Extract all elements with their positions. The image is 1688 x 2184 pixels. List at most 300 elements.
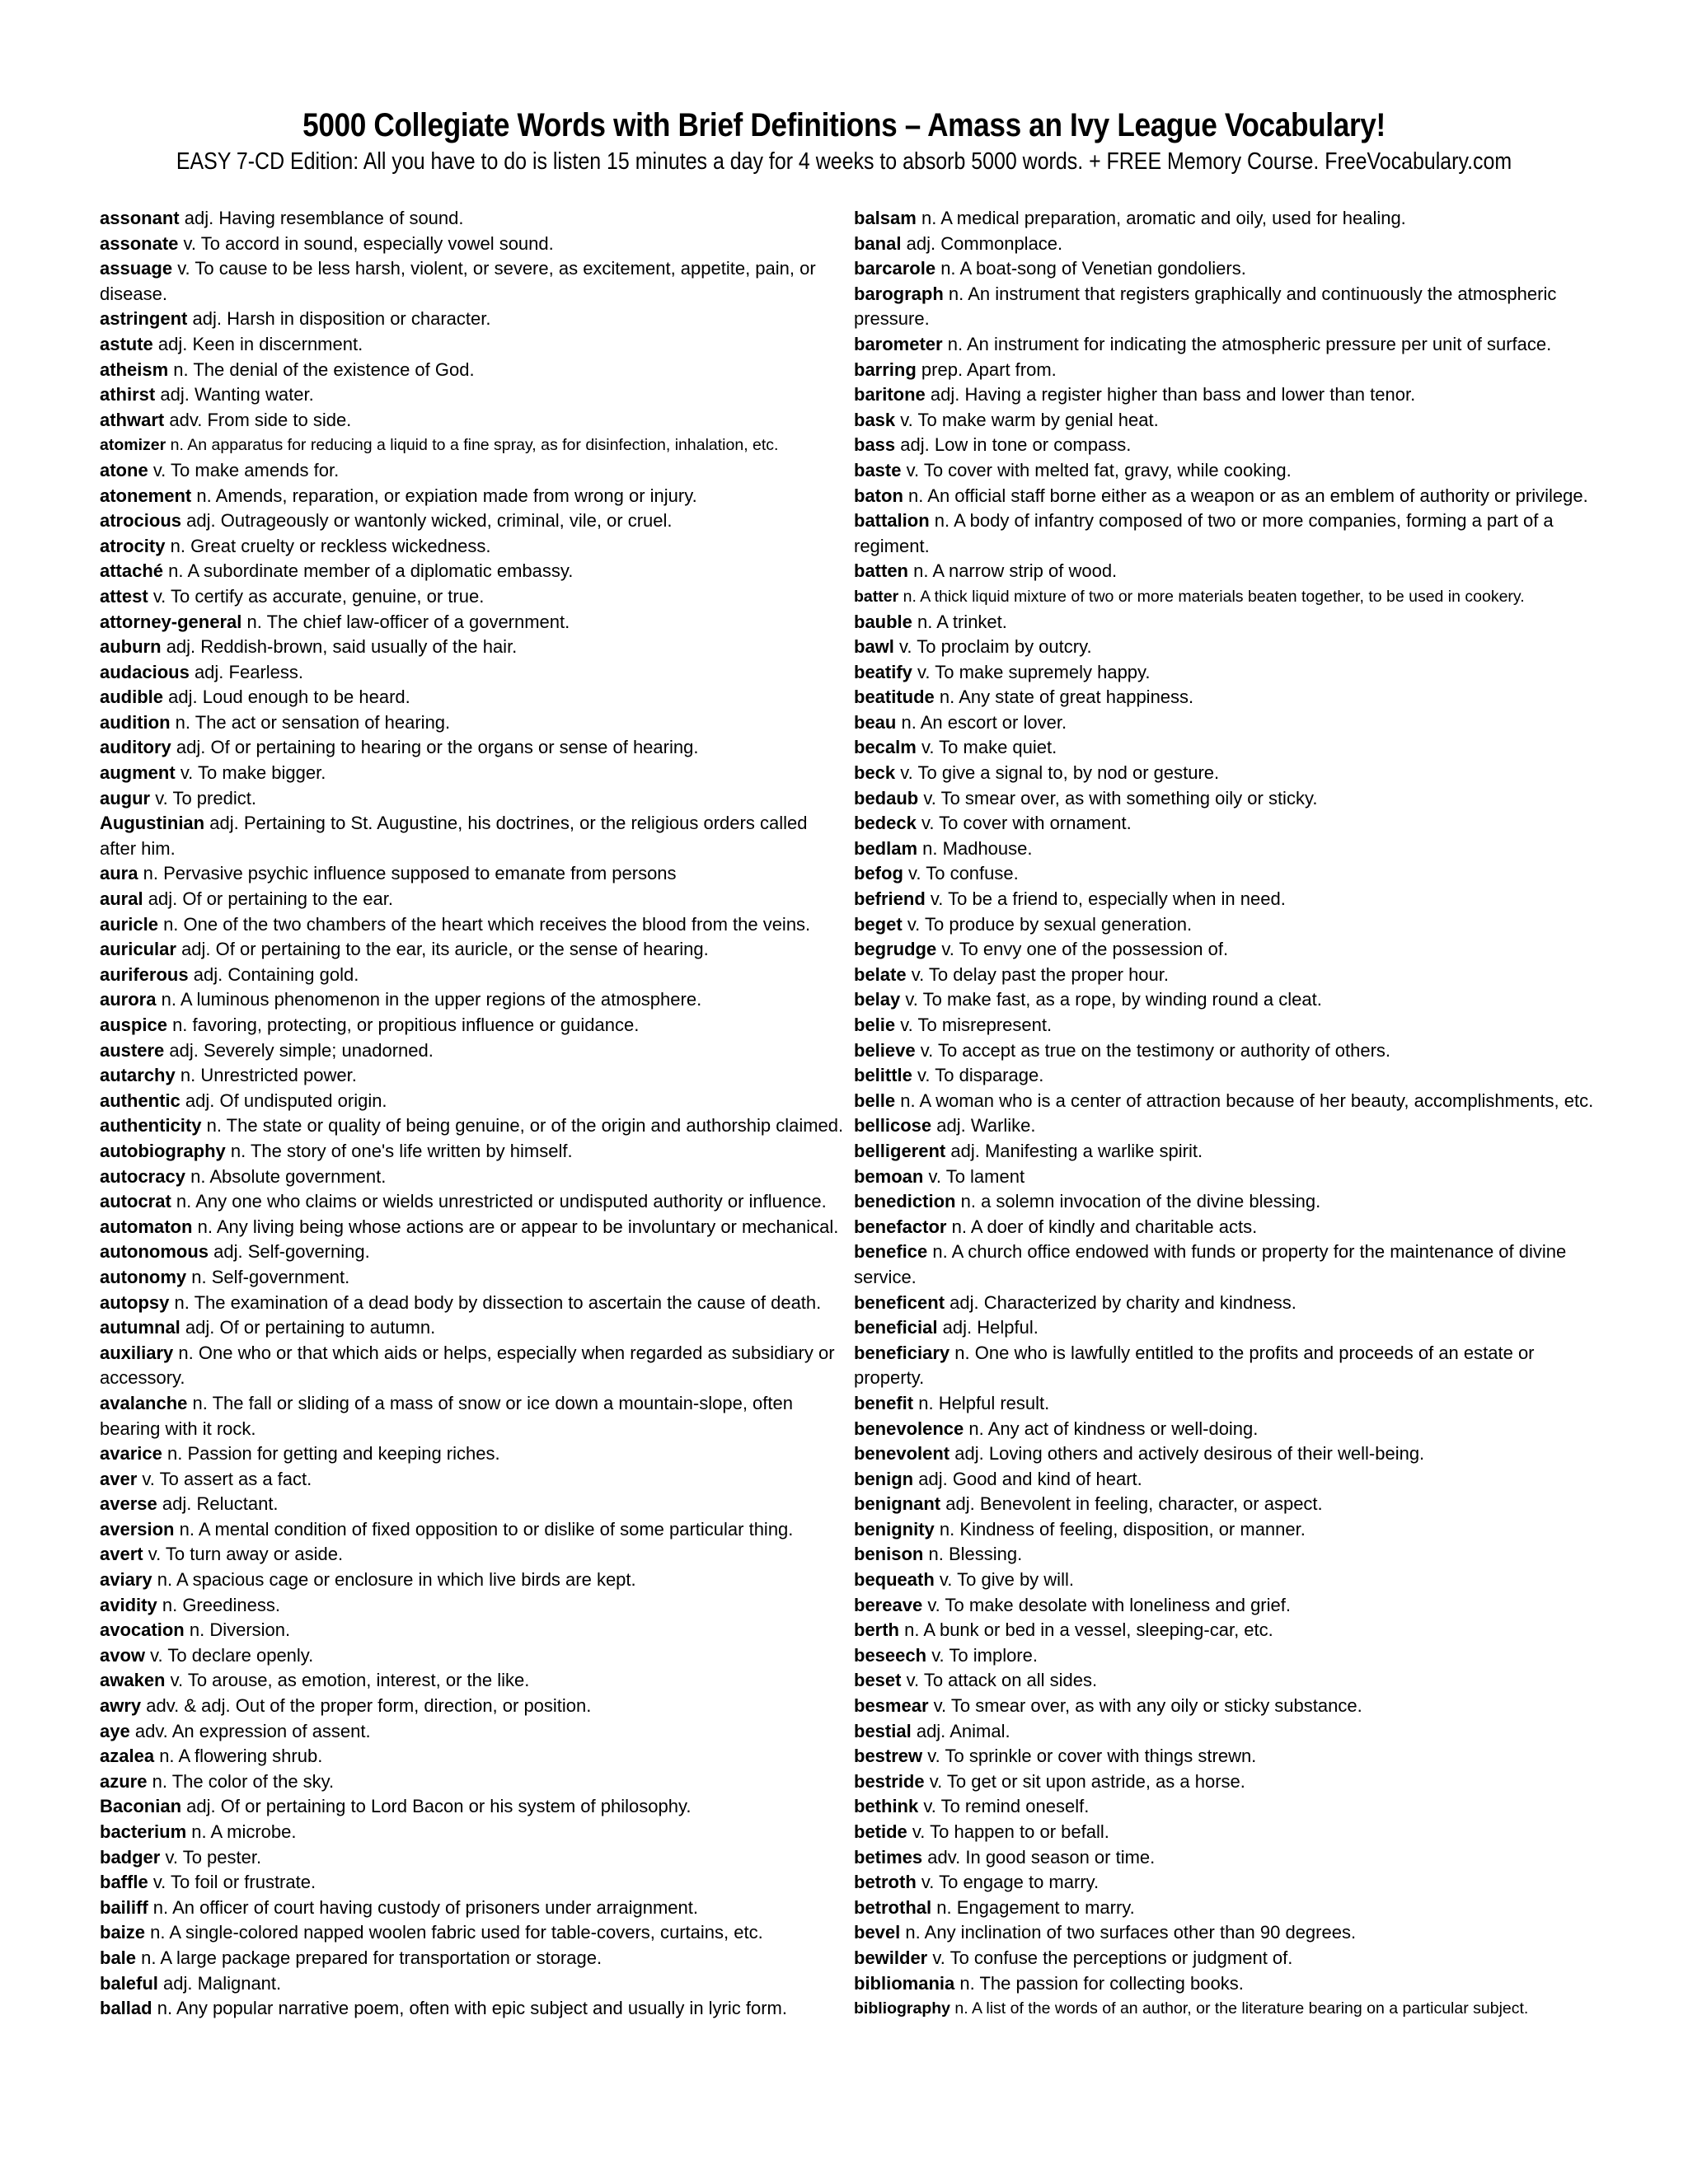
entry xyxy=(100,1769,846,1795)
entry-definition: Great cruelty or reckless wickedness. xyxy=(190,535,491,556)
entry-part-of-speech: n. xyxy=(917,611,933,632)
entry-part-of-speech: n. xyxy=(948,283,964,304)
entry xyxy=(854,786,1600,812)
entry-part-of-speech: adj. xyxy=(176,737,206,758)
entry-term: beneficiary xyxy=(854,1342,950,1363)
entry-term: batter xyxy=(854,587,899,606)
entry-definition: To make warm by genial heat. xyxy=(917,409,1159,430)
entry-part-of-speech: adj. xyxy=(184,208,214,228)
entry xyxy=(100,232,846,257)
entry-part-of-speech: v. xyxy=(900,409,913,430)
entry xyxy=(100,584,846,610)
entry-definition: To proclaim by outcry. xyxy=(917,636,1092,658)
entry-term: atheism xyxy=(100,359,169,380)
entry-part-of-speech: n. xyxy=(170,436,184,455)
entry-part-of-speech: n. xyxy=(939,687,955,708)
entry xyxy=(854,382,1600,408)
entry xyxy=(854,1920,1600,1946)
entry-term: athwart xyxy=(100,409,165,430)
entry xyxy=(854,1542,1600,1568)
entry-definition: Having a register higher than bass and lower than tenor. xyxy=(964,384,1416,405)
entry-definition: Having resemblance of sound. xyxy=(218,208,464,228)
entry xyxy=(854,1089,1600,1114)
entry-definition: To give by will. xyxy=(957,1569,1074,1591)
entry-term: begrudge xyxy=(854,939,937,960)
entry-part-of-speech: v. xyxy=(932,1947,945,1968)
entry-definition: In good season or time. xyxy=(965,1846,1156,1868)
entry xyxy=(100,1668,846,1694)
entry-part-of-speech: adj. xyxy=(900,434,930,456)
entry xyxy=(100,559,846,584)
entry-definition: To predict. xyxy=(172,787,256,808)
entry xyxy=(100,1341,846,1391)
entry xyxy=(100,1996,846,2022)
entry-part-of-speech: adj. xyxy=(162,1493,192,1515)
entry-definition: Fearless. xyxy=(228,661,304,682)
entry-definition: A boat-song of Venetian gondoliers. xyxy=(959,258,1246,279)
entry-part-of-speech: n. xyxy=(900,1090,916,1111)
entry-term: befog xyxy=(854,863,903,884)
entry-term: believe xyxy=(854,1039,916,1061)
entry-part-of-speech: adj. xyxy=(185,1317,215,1338)
entry-definition: To make fast, as a rope, by winding round a cleat. xyxy=(922,989,1322,1010)
entry-definition: Wanting water. xyxy=(194,384,314,405)
entry xyxy=(100,358,846,383)
entry-term: belle xyxy=(854,1090,896,1111)
entry-part-of-speech: adj. xyxy=(186,510,216,532)
entry-definition: A mental condition of fixed opposition to or dislike of some particular thing. xyxy=(198,1518,794,1540)
entry-term: avalanche xyxy=(100,1392,188,1413)
entry-definition: Low in tone or compass. xyxy=(934,434,1132,456)
entry-term: autobiography xyxy=(100,1140,226,1161)
entry-definition: To lament xyxy=(945,1165,1025,1187)
entry-part-of-speech: v. xyxy=(928,1165,941,1187)
entry xyxy=(854,861,1600,887)
entry xyxy=(854,887,1600,912)
entry-part-of-speech: v. xyxy=(152,585,166,607)
entry-part-of-speech: n. xyxy=(143,863,158,884)
entry-part-of-speech: adj. xyxy=(157,333,188,354)
entry-part-of-speech: v. xyxy=(941,939,954,960)
entry-part-of-speech: v. xyxy=(921,737,935,758)
entry-definition: A church office endowed with funds or property for the maintenance of divine service. xyxy=(854,1241,1567,1287)
entry-term: betimes xyxy=(854,1846,923,1868)
entry-term: bacterium xyxy=(100,1821,187,1842)
entry-definition: To make desolate with loneliness and grief. xyxy=(945,1594,1291,1615)
entry-part-of-speech: v. xyxy=(908,863,921,884)
entry-term: belate xyxy=(854,963,907,985)
entry-definition: To envy one of the possession of. xyxy=(959,939,1229,960)
entry-definition: To certify as accurate, genuine, or true. xyxy=(171,585,485,607)
entry xyxy=(854,458,1600,484)
entry-definition: A single-colored napped woolen fabric used for table-covers, curtains, etc. xyxy=(169,1922,763,1943)
entry-term: auditory xyxy=(100,737,171,758)
entry-definition: To foil or frustrate. xyxy=(171,1872,316,1893)
entry xyxy=(854,1668,1600,1694)
entry-term: automaton xyxy=(100,1216,193,1237)
entry-definition: favoring, protecting, or propitious influence or guidance. xyxy=(192,1015,640,1035)
entry-definition: Manifesting a warlike spirit. xyxy=(984,1140,1203,1161)
entry xyxy=(854,735,1600,761)
entry-term: beneficent xyxy=(854,1291,945,1313)
entry-definition: A thick liquid mixture of two or more materials beaten together, to be used in cookery. xyxy=(920,587,1525,606)
entry xyxy=(100,408,846,434)
entry-term: bethink xyxy=(854,1796,919,1817)
entry xyxy=(854,1794,1600,1820)
entry-part-of-speech: adj. xyxy=(148,888,178,910)
entry xyxy=(100,1643,846,1669)
entry-term: aurora xyxy=(100,989,157,1010)
entry-term: batten xyxy=(854,560,908,582)
entry-term: awry xyxy=(100,1695,142,1717)
entry-definition: One who is lawfully entitled to the profits and proceeds of an estate or property. xyxy=(854,1342,1535,1389)
entry-term: betroth xyxy=(854,1872,917,1893)
entry xyxy=(854,559,1600,584)
entry-part-of-speech: n. xyxy=(936,1896,952,1918)
entry-term: auburn xyxy=(100,636,162,658)
entry-definition: Absolute government. xyxy=(209,1165,387,1187)
entry-term: attest xyxy=(100,585,148,607)
entry xyxy=(854,610,1600,635)
entry-term: atrocity xyxy=(100,535,166,556)
entry xyxy=(100,1139,846,1165)
entry-definition: The color of the sky. xyxy=(171,1770,335,1792)
entry-part-of-speech: n. xyxy=(179,1518,195,1540)
entry xyxy=(854,1971,1600,1997)
entry xyxy=(854,811,1600,837)
entry xyxy=(100,1568,846,1593)
entry-part-of-speech: n. xyxy=(159,1746,175,1767)
entry-part-of-speech: adj. xyxy=(930,384,960,405)
entry-term: avidity xyxy=(100,1594,157,1615)
entry xyxy=(100,1189,846,1215)
entry-definition: An instrument for indicating the atmospheric pressure per unit of surface. xyxy=(966,333,1552,354)
entry-term: betrothal xyxy=(854,1896,932,1918)
entry-part-of-speech: n. xyxy=(968,1418,984,1439)
entry-definition: A body of infantry composed of two or more companies, forming a part of a regiment. xyxy=(854,510,1554,556)
entry-part-of-speech: n. xyxy=(150,1922,166,1943)
entry-part-of-speech: n. xyxy=(934,510,950,532)
entry xyxy=(100,1315,846,1341)
entry-definition: To produce by sexual generation. xyxy=(925,913,1193,935)
entry xyxy=(854,1013,1600,1038)
entry-term: barring xyxy=(854,359,917,380)
entry-definition: Kindness of feeling, disposition, or manner. xyxy=(959,1518,1306,1540)
entry-part-of-speech: n. xyxy=(908,485,924,506)
entry-definition: a solemn invocation of the divine blessing. xyxy=(981,1191,1321,1212)
entry xyxy=(100,1013,846,1038)
entry-definition: Unrestricted power. xyxy=(200,1065,357,1086)
entry-term: battalion xyxy=(854,510,930,532)
entry-definition: To declare openly. xyxy=(167,1644,314,1666)
entry-part-of-speech: n. xyxy=(954,1342,970,1363)
entry xyxy=(100,1089,846,1114)
entry xyxy=(854,1139,1600,1165)
entry-part-of-speech: adj. xyxy=(945,1493,975,1515)
entry-term: barograph xyxy=(854,283,944,304)
entry-definition: Of or pertaining to Lord Bacon or his system of philosophy. xyxy=(220,1796,692,1817)
entry-part-of-speech: n. xyxy=(162,1594,178,1615)
entry-part-of-speech: n. xyxy=(191,1821,207,1842)
entry xyxy=(100,1467,846,1493)
entry-definition: Harsh in disposition or character. xyxy=(227,308,491,330)
entry-term: auxiliary xyxy=(100,1342,174,1363)
entry xyxy=(854,1870,1600,1896)
entry-term: bask xyxy=(854,409,896,430)
entry-term: bauble xyxy=(854,611,912,632)
entry-definition: Pertaining to St. Augustine, his doctrines, or the religious orders called after him. xyxy=(100,813,808,859)
entry xyxy=(100,1719,846,1745)
entry-part-of-speech: n. xyxy=(928,1544,944,1565)
entry-definition: A trinket. xyxy=(936,611,1007,632)
entry-term: autarchy xyxy=(100,1065,176,1086)
entry-definition: Any popular narrative poem, often with epic subject and usually in lyric form. xyxy=(176,1998,787,2019)
entry-part-of-speech: n. xyxy=(230,1140,246,1161)
entry-term: beatitude xyxy=(854,687,935,708)
entry-part-of-speech: n. xyxy=(180,1065,196,1086)
entry xyxy=(100,1946,846,1971)
entry-term: barometer xyxy=(854,333,943,354)
entry-part-of-speech: v. xyxy=(907,913,921,935)
entry-definition: From side to side. xyxy=(207,409,352,430)
entry-part-of-speech: n. xyxy=(141,1947,157,1968)
entry-part-of-speech: n. xyxy=(932,1241,948,1263)
entry xyxy=(100,1517,846,1543)
entry-term: belie xyxy=(854,1015,896,1035)
entry-term: assonant xyxy=(100,208,180,228)
entry-definition: Reluctant. xyxy=(196,1493,279,1515)
entry xyxy=(100,1845,846,1871)
entry-term: benevolence xyxy=(854,1418,964,1439)
entry-part-of-speech: n. xyxy=(190,1165,206,1187)
entry-part-of-speech: adj. xyxy=(916,1720,946,1741)
entry xyxy=(100,1920,846,1946)
entry-term: bedlam xyxy=(854,837,918,859)
entry-part-of-speech: adj. xyxy=(918,1468,948,1489)
entry-definition: Of or pertaining to hearing or the organs or sense of hearing. xyxy=(210,737,699,758)
entry-definition: One who or that which aids or helps, especially when regarded as subsidiary or accessory. xyxy=(100,1342,835,1389)
entry-definition: A doer of kindly and charitable acts. xyxy=(970,1216,1258,1237)
entry-part-of-speech: v. xyxy=(911,963,925,985)
entry xyxy=(854,1517,1600,1543)
entry xyxy=(854,685,1600,710)
entry xyxy=(100,710,846,736)
entry-part-of-speech: n. xyxy=(152,1896,169,1918)
entry-part-of-speech: adj. xyxy=(942,1317,973,1338)
entry-part-of-speech: adj. xyxy=(169,1039,199,1061)
entry-definition: To give a signal to, by nod or gesture. xyxy=(917,762,1220,784)
entry-definition: An expression of assent. xyxy=(171,1720,371,1741)
entry-part-of-speech: n. xyxy=(192,1392,208,1413)
entry-part-of-speech: v. xyxy=(899,636,912,658)
entry xyxy=(854,1946,1600,1971)
entry-term: azure xyxy=(100,1770,148,1792)
entry xyxy=(100,912,846,938)
entry-part-of-speech: v. xyxy=(152,1872,166,1893)
entry-definition: To confuse. xyxy=(926,863,1019,884)
entry-term: benediction xyxy=(854,1191,956,1212)
entry xyxy=(854,332,1600,358)
entry-term: benignant xyxy=(854,1493,941,1515)
entry-term: authentic xyxy=(100,1090,181,1111)
entry-term: bestrew xyxy=(854,1746,923,1767)
entry-definition: Helpful result. xyxy=(938,1392,1050,1413)
entry-definition: One of the two chambers of the heart which receives the blood from the veins. xyxy=(183,913,811,935)
entry-term: ballad xyxy=(100,1998,152,2019)
entry-term: bawl xyxy=(854,636,894,658)
entry xyxy=(100,332,846,358)
entry-definition: To make amends for. xyxy=(171,459,340,480)
entry-definition: To attack on all sides. xyxy=(923,1670,1098,1691)
entry-term: bedeck xyxy=(854,813,917,834)
entry xyxy=(854,1240,1600,1290)
entry-term: benefice xyxy=(854,1241,928,1263)
entry xyxy=(854,232,1600,257)
entry xyxy=(854,584,1600,610)
entry-definition: Commonplace. xyxy=(940,232,1063,254)
entry-part-of-speech: n. xyxy=(173,359,189,380)
entry-definition: Animal. xyxy=(950,1720,1010,1741)
entry-definition: Of or pertaining to the ear. xyxy=(182,888,393,910)
entry-part-of-speech: n. xyxy=(168,560,184,582)
entry xyxy=(100,1291,846,1316)
entry-term: baleful xyxy=(100,1972,158,1994)
entry-definition: To make supremely happy. xyxy=(935,661,1151,682)
entry-part-of-speech: adj. xyxy=(950,1140,980,1161)
entry-part-of-speech: v. xyxy=(939,1569,953,1591)
entry xyxy=(100,1593,846,1619)
entry-term: aversion xyxy=(100,1518,175,1540)
entry xyxy=(100,811,846,861)
entry-part-of-speech: v. xyxy=(900,1015,913,1035)
entry-part-of-speech: v. xyxy=(150,1644,163,1666)
entry-part-of-speech: v. xyxy=(931,1644,945,1666)
entry xyxy=(100,307,846,332)
entry xyxy=(854,963,1600,988)
entry xyxy=(854,1391,1600,1417)
entry-term: banal xyxy=(854,232,902,254)
entry xyxy=(100,534,846,560)
entry-term: bellicose xyxy=(854,1115,932,1137)
entry-term: bevel xyxy=(854,1922,901,1943)
entry-part-of-speech: v. xyxy=(906,1670,920,1691)
entry-term: balsam xyxy=(854,208,917,228)
page-subtitle: EASY 7-CD Edition: All you have to do is listen 15 minutes a day for 4 weeks to absorb 5000 words. + FREE Memory Course. FreeVocabulary.com xyxy=(176,148,1512,175)
entry-term: becalm xyxy=(854,737,917,758)
entry-definition: A flowering shrub. xyxy=(178,1746,323,1767)
entry-part-of-speech: v. xyxy=(921,813,935,834)
entry-term: belay xyxy=(854,989,901,1010)
entry-part-of-speech: n. xyxy=(175,711,191,733)
entry-definition: To cover with ornament. xyxy=(939,813,1132,834)
entry-definition: An apparatus for reducing a liquid to a fine spray, as for disinfection, inhalation, etc. xyxy=(187,436,779,455)
entry-definition: Apart from. xyxy=(966,359,1057,380)
entry-definition: To misrepresent. xyxy=(917,1015,1053,1035)
entry-part-of-speech: adj. xyxy=(163,1972,193,1994)
right-column xyxy=(854,206,1600,2022)
entry-part-of-speech: n. xyxy=(152,1770,167,1792)
entry-part-of-speech: n. xyxy=(206,1115,222,1137)
entry-term: bewilder xyxy=(854,1947,928,1968)
entry-term: besmear xyxy=(854,1695,929,1717)
entry xyxy=(854,1189,1600,1215)
entry xyxy=(100,206,846,232)
entry-part-of-speech: v. xyxy=(929,1770,943,1792)
entry-definition: Helpful. xyxy=(977,1317,1039,1338)
entry xyxy=(100,433,846,458)
entry-part-of-speech: v. xyxy=(927,1746,940,1767)
entry-part-of-speech: n. xyxy=(170,535,185,556)
entry xyxy=(100,937,846,963)
entry-definition: Amends, reparation, or expiation made from wrong or injury. xyxy=(215,485,697,506)
entry-term: aver xyxy=(100,1468,138,1489)
entry xyxy=(100,509,846,534)
entry xyxy=(100,887,846,912)
entry-definition: Self-government. xyxy=(211,1266,350,1287)
entry-part-of-speech: n. xyxy=(904,1619,920,1641)
entry-part-of-speech: v. xyxy=(155,787,168,808)
entry-definition: To confuse the perceptions or judgment of. xyxy=(950,1947,1293,1968)
entry-term: assonate xyxy=(100,232,179,254)
entry-term: beset xyxy=(854,1670,902,1691)
entry-term: baste xyxy=(854,459,902,480)
entry xyxy=(100,735,846,761)
entry-definition: To turn away or aside. xyxy=(165,1544,344,1565)
entry-part-of-speech: adj. xyxy=(193,963,223,985)
entry-definition: To smear over, as with any oily or sticky substance. xyxy=(950,1695,1362,1717)
entry-part-of-speech: v. xyxy=(917,661,931,682)
entry-definition: To arouse, as emotion, interest, or the like. xyxy=(187,1670,530,1691)
entry-term: baton xyxy=(854,485,903,506)
entry xyxy=(100,1870,846,1896)
entry xyxy=(100,1265,846,1291)
entry-definition: An official staff borne either as a weapon or as an emblem of authority or privilege. xyxy=(927,485,1588,506)
entry xyxy=(854,509,1600,559)
entry-term: aviary xyxy=(100,1569,152,1591)
entry-definition: Passion for getting and keeping riches. xyxy=(187,1443,500,1465)
entry-term: authenticity xyxy=(100,1115,202,1137)
entry xyxy=(854,1845,1600,1871)
entry-term: beget xyxy=(854,913,903,935)
entry-term: atomizer xyxy=(100,436,166,455)
entry xyxy=(854,1719,1600,1745)
entry xyxy=(854,635,1600,660)
entry-part-of-speech: n. xyxy=(163,913,179,935)
entry-definition: Any state of great happiness. xyxy=(959,687,1194,708)
entry-term: auricular xyxy=(100,939,176,960)
entry-term: badger xyxy=(100,1846,161,1868)
entry xyxy=(854,761,1600,786)
entry-definition: A large package prepared for transportation or storage. xyxy=(160,1947,603,1968)
entry-definition: Containing gold. xyxy=(227,963,359,985)
entry-definition: A narrow strip of wood. xyxy=(932,560,1118,582)
entry xyxy=(100,484,846,509)
entry-term: atrocious xyxy=(100,510,182,532)
entry-definition: An instrument that registers graphically and continuously the atmospheric pressure. xyxy=(854,283,1557,330)
entry xyxy=(100,1038,846,1064)
entry-part-of-speech: v. xyxy=(183,232,196,254)
entry-part-of-speech: n. xyxy=(901,711,917,733)
entry xyxy=(854,1769,1600,1795)
entry xyxy=(100,382,846,408)
entry-part-of-speech: n. xyxy=(959,1972,975,1994)
entry-definition: To assert as a fact. xyxy=(159,1468,312,1489)
entry xyxy=(100,1820,846,1845)
entry-term: bedaub xyxy=(854,787,919,808)
entry-definition: An escort or lover. xyxy=(920,711,1067,733)
entry-term: betide xyxy=(854,1821,907,1842)
entry-term: athirst xyxy=(100,384,156,405)
